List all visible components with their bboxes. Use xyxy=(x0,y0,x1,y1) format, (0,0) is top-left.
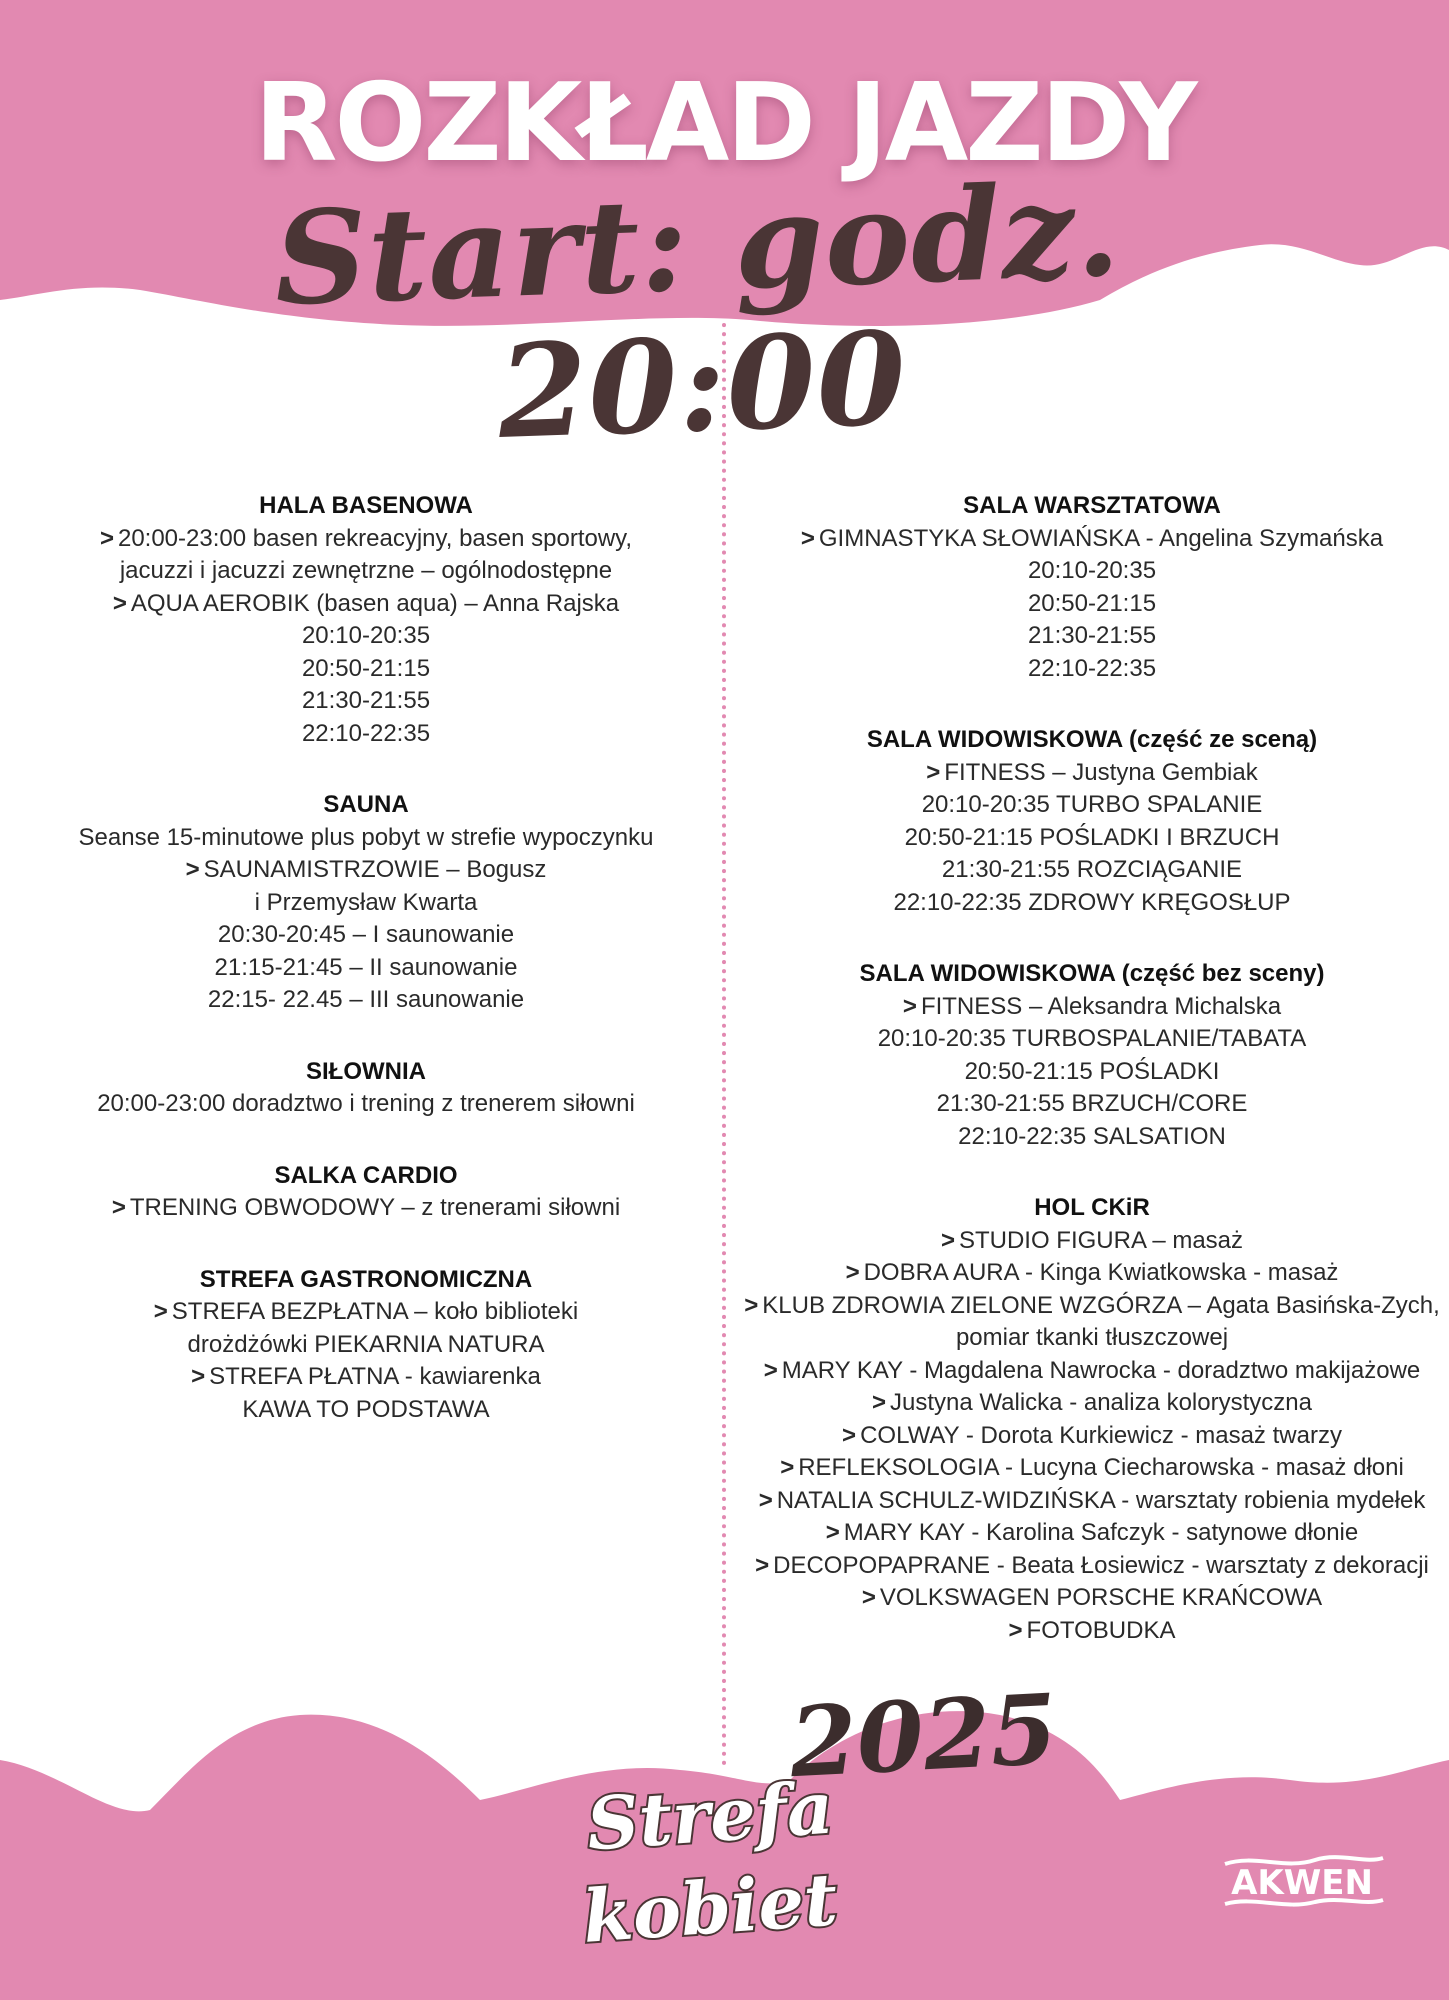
schedule-line xyxy=(60,887,672,920)
section-heading: HALA BASENOWA xyxy=(259,492,473,519)
arrow-bullet-icon: > xyxy=(1008,1616,1023,1644)
arrow-bullet-icon: > xyxy=(940,1226,955,1254)
schedule-line xyxy=(60,1394,672,1427)
schedule-line-text: GIMNASTYKA SŁOWIAŃSKA - Angelina Szymańska xyxy=(818,524,1384,552)
akwen-logo xyxy=(1215,1852,1390,1912)
schedule-line xyxy=(742,822,1442,855)
schedule-line-text: 21:15-21:45 – II saunowanie xyxy=(214,953,518,981)
schedule-line xyxy=(742,1355,1442,1388)
arrow-bullet-icon: > xyxy=(825,1519,840,1546)
schedule-line xyxy=(742,1550,1442,1583)
schedule-line-text: STUDIO FIGURA – masaż xyxy=(958,1226,1244,1254)
schedule-line-text: 20:00-23:00 basen rekreacyjny, basen sportowy, jacuzzi i jacuzzi zewnętrzne – ogólnodostępne xyxy=(117,524,633,584)
arrow-bullet-icon: > xyxy=(845,1259,860,1286)
schedule-line-text: STREFA PŁATNA - kawiarenka xyxy=(209,1363,541,1390)
schedule-line-text: drożdżówki PIEKARNIA NATURA xyxy=(187,1330,545,1358)
schedule-line xyxy=(742,991,1442,1024)
schedule-line xyxy=(60,984,672,1017)
left-schedule-column xyxy=(60,490,672,1465)
schedule-line-text: TRENING OBWODOWY – z trenerami siłowni xyxy=(129,1194,621,1221)
schedule-line-text: 20:10-20:35 xyxy=(1027,557,1157,584)
schedule-line xyxy=(60,822,672,855)
schedule-line xyxy=(60,620,672,653)
schedule-line xyxy=(742,653,1442,686)
schedule-line-text: Justyna Walicka - analiza kolorystyczna xyxy=(890,1389,1312,1416)
schedule-line-text: FOTOBUDKA xyxy=(1026,1616,1176,1644)
schedule-line xyxy=(60,952,672,985)
schedule-line-text: i Przemysław Kwarta xyxy=(254,888,478,916)
arrow-bullet-icon: > xyxy=(755,1551,770,1579)
section-heading: SALA WARSZTATOWA xyxy=(963,492,1221,519)
arrow-bullet-icon: > xyxy=(780,1454,795,1481)
schedule-line-text: STREFA BEZPŁATNA – koło biblioteki xyxy=(171,1298,579,1325)
schedule-section xyxy=(742,958,1442,1153)
schedule-line-text: REFLEKSOLOGIA - Lucyna Ciecharowska - masaż dłoni xyxy=(798,1454,1404,1481)
arrow-bullet-icon: > xyxy=(902,992,917,1020)
schedule-line-text: KAWA TO PODSTAWA xyxy=(242,1395,490,1423)
schedule-line-text: 22:10-22:35 SALSATION xyxy=(958,1122,1226,1150)
schedule-line xyxy=(742,789,1442,822)
schedule-line xyxy=(742,887,1442,920)
schedule-line xyxy=(60,854,672,887)
schedule-section xyxy=(60,1056,672,1121)
schedule-line-text: 21:30-21:55 ROZCIĄGANIE xyxy=(941,856,1243,883)
right-schedule-column xyxy=(742,490,1442,1686)
schedule-line xyxy=(742,854,1442,887)
logo-text: AKWEN xyxy=(1231,1863,1373,1903)
schedule-line xyxy=(60,685,672,718)
schedule-section xyxy=(60,1264,672,1427)
schedule-line xyxy=(60,588,672,621)
brand-line-2: kobiet xyxy=(579,1856,840,1959)
schedule-line-text: 22:10-22:35 ZDROWY KRĘGOSŁUP xyxy=(893,888,1291,916)
section-heading: STREFA GASTRONOMICZNA xyxy=(199,1265,533,1293)
section-heading: SAUNA xyxy=(323,791,409,818)
schedule-line-text: 20:00-23:00 doradztwo i trening z trenerem siłowni xyxy=(97,1090,635,1117)
schedule-line xyxy=(742,1485,1442,1518)
schedule-section xyxy=(742,724,1442,919)
page-title: ROZKŁAD JAZDY xyxy=(254,61,1195,186)
schedule-line xyxy=(60,718,672,751)
schedule-line xyxy=(742,1088,1442,1121)
schedule-line xyxy=(742,588,1442,621)
schedule-section xyxy=(742,490,1442,685)
schedule-line-text: Seanse 15-minutowe plus pobyt w strefie wypoczynku xyxy=(78,823,654,851)
brand-line-1: Strefa xyxy=(583,1764,836,1867)
schedule-line xyxy=(742,620,1442,653)
arrow-bullet-icon: > xyxy=(153,1298,168,1325)
schedule-line-text: SAUNAMISTRZOWIE – Bogusz xyxy=(203,856,547,883)
arrow-bullet-icon: > xyxy=(111,1194,126,1221)
schedule-line-text: KLUB ZDROWIA ZIELONE WZGÓRZA – Agata Basińska-Zych, pomiar tkanki tłuszczowej xyxy=(762,1291,1440,1351)
schedule-line xyxy=(742,757,1442,790)
arrow-bullet-icon: > xyxy=(744,1291,759,1319)
schedule-line xyxy=(742,1452,1442,1485)
schedule-line xyxy=(742,1121,1442,1154)
schedule-line-text: 20:10-20:35 xyxy=(301,622,431,649)
section-heading: HOL CKiR xyxy=(1034,1194,1150,1221)
arrow-bullet-icon: > xyxy=(112,589,127,617)
schedule-line xyxy=(60,1361,672,1394)
schedule-section xyxy=(60,1160,672,1225)
schedule-line-text: 22:15- 22.45 – III saunowanie xyxy=(207,986,525,1013)
section-heading: SALKA CARDIO xyxy=(274,1161,458,1189)
arrow-bullet-icon: > xyxy=(861,1584,876,1611)
section-heading: SALA WIDOWISKOWA (część bez sceny) xyxy=(859,960,1325,987)
schedule-line-text: 20:50-21:15 xyxy=(1027,589,1157,617)
arrow-bullet-icon: > xyxy=(872,1389,887,1416)
schedule-line-text: FITNESS – Aleksandra Michalska xyxy=(920,992,1282,1020)
arrow-bullet-icon: > xyxy=(99,524,114,552)
arrow-bullet-icon: > xyxy=(185,856,200,883)
section-heading: SIŁOWNIA xyxy=(306,1057,426,1085)
arrow-bullet-icon: > xyxy=(191,1363,206,1390)
schedule-line-text: 20:50-21:15 POŚLADKI xyxy=(964,1057,1220,1085)
schedule-line-text: 22:10-22:35 xyxy=(1027,654,1157,682)
schedule-line-text: 20:50-21:15 POŚLADKI I BRZUCH xyxy=(904,823,1280,851)
schedule-line-text: 20:50-21:15 xyxy=(301,654,431,682)
schedule-line xyxy=(60,1192,672,1225)
year-label: 2025 xyxy=(787,1672,1060,1800)
schedule-section xyxy=(742,1192,1442,1647)
schedule-line-text: MARY KAY - Magdalena Nawrocka - doradztwo makijażowe xyxy=(781,1356,1421,1384)
section-heading: SALA WIDOWISKOWA (część ze sceną) xyxy=(866,726,1318,753)
schedule-line-text: COLWAY - Dorota Kurkiewicz - masaż twarzy xyxy=(860,1421,1342,1449)
schedule-line-text: AQUA AEROBIK (basen aqua) – Anna Rajska xyxy=(130,589,620,617)
schedule-line-text: VOLKSWAGEN PORSCHE KRAŃCOWA xyxy=(879,1584,1323,1611)
schedule-line-text: 20:30-20:45 – I saunowanie xyxy=(217,921,515,948)
schedule-line-text: NATALIA SCHULZ-WIDZIŃSKA - warsztaty robienia mydełek xyxy=(776,1486,1426,1514)
arrow-bullet-icon: > xyxy=(926,758,941,786)
schedule-line xyxy=(60,653,672,686)
schedule-line-text: 20:10-20:35 TURBOSPALANIE/TABATA xyxy=(877,1025,1307,1052)
schedule-line xyxy=(60,919,672,952)
schedule-line-text: 21:30-21:55 xyxy=(1027,622,1157,649)
schedule-section xyxy=(60,789,672,1017)
schedule-line-text: 20:10-20:35 TURBO SPALANIE xyxy=(921,791,1263,818)
schedule-section xyxy=(60,490,672,750)
arrow-bullet-icon: > xyxy=(763,1356,778,1384)
schedule-line xyxy=(60,523,672,588)
schedule-line-text: MARY KAY - Karolina Safczyk - satynowe dłonie xyxy=(843,1519,1359,1546)
schedule-line xyxy=(742,1257,1442,1290)
schedule-line-text: DECOPOPAPRANE - Beata Łosiewicz - warsztaty z dekoracji xyxy=(773,1551,1429,1579)
schedule-line xyxy=(742,1615,1442,1648)
arrow-bullet-icon: > xyxy=(842,1421,857,1449)
schedule-line xyxy=(742,555,1442,588)
schedule-line-text: DOBRA AURA - Kinga Kwiatkowska - masaż xyxy=(863,1259,1339,1286)
schedule-line-text: 22:10-22:35 xyxy=(301,719,431,747)
schedule-line xyxy=(742,523,1442,556)
schedule-line xyxy=(742,1225,1442,1258)
arrow-bullet-icon: > xyxy=(758,1486,773,1514)
schedule-line xyxy=(60,1296,672,1329)
schedule-line-text: 21:30-21:55 BRZUCH/CORE xyxy=(936,1090,1248,1117)
schedule-line-text: 21:30-21:55 xyxy=(301,687,431,714)
schedule-line xyxy=(742,1517,1442,1550)
schedule-line xyxy=(742,1023,1442,1056)
schedule-line xyxy=(60,1329,672,1362)
schedule-line xyxy=(742,1420,1442,1453)
schedule-line xyxy=(742,1582,1442,1615)
arrow-bullet-icon: > xyxy=(800,524,815,552)
schedule-line-text: FITNESS – Justyna Gembiak xyxy=(944,758,1258,786)
schedule-line xyxy=(742,1387,1442,1420)
schedule-line xyxy=(742,1056,1442,1089)
schedule-line xyxy=(60,1088,672,1121)
start-time-subtitle: Start: godz. 20:00 xyxy=(271,155,1124,468)
schedule-line xyxy=(742,1290,1442,1355)
strefa-kobiet-logo xyxy=(540,1764,880,1959)
